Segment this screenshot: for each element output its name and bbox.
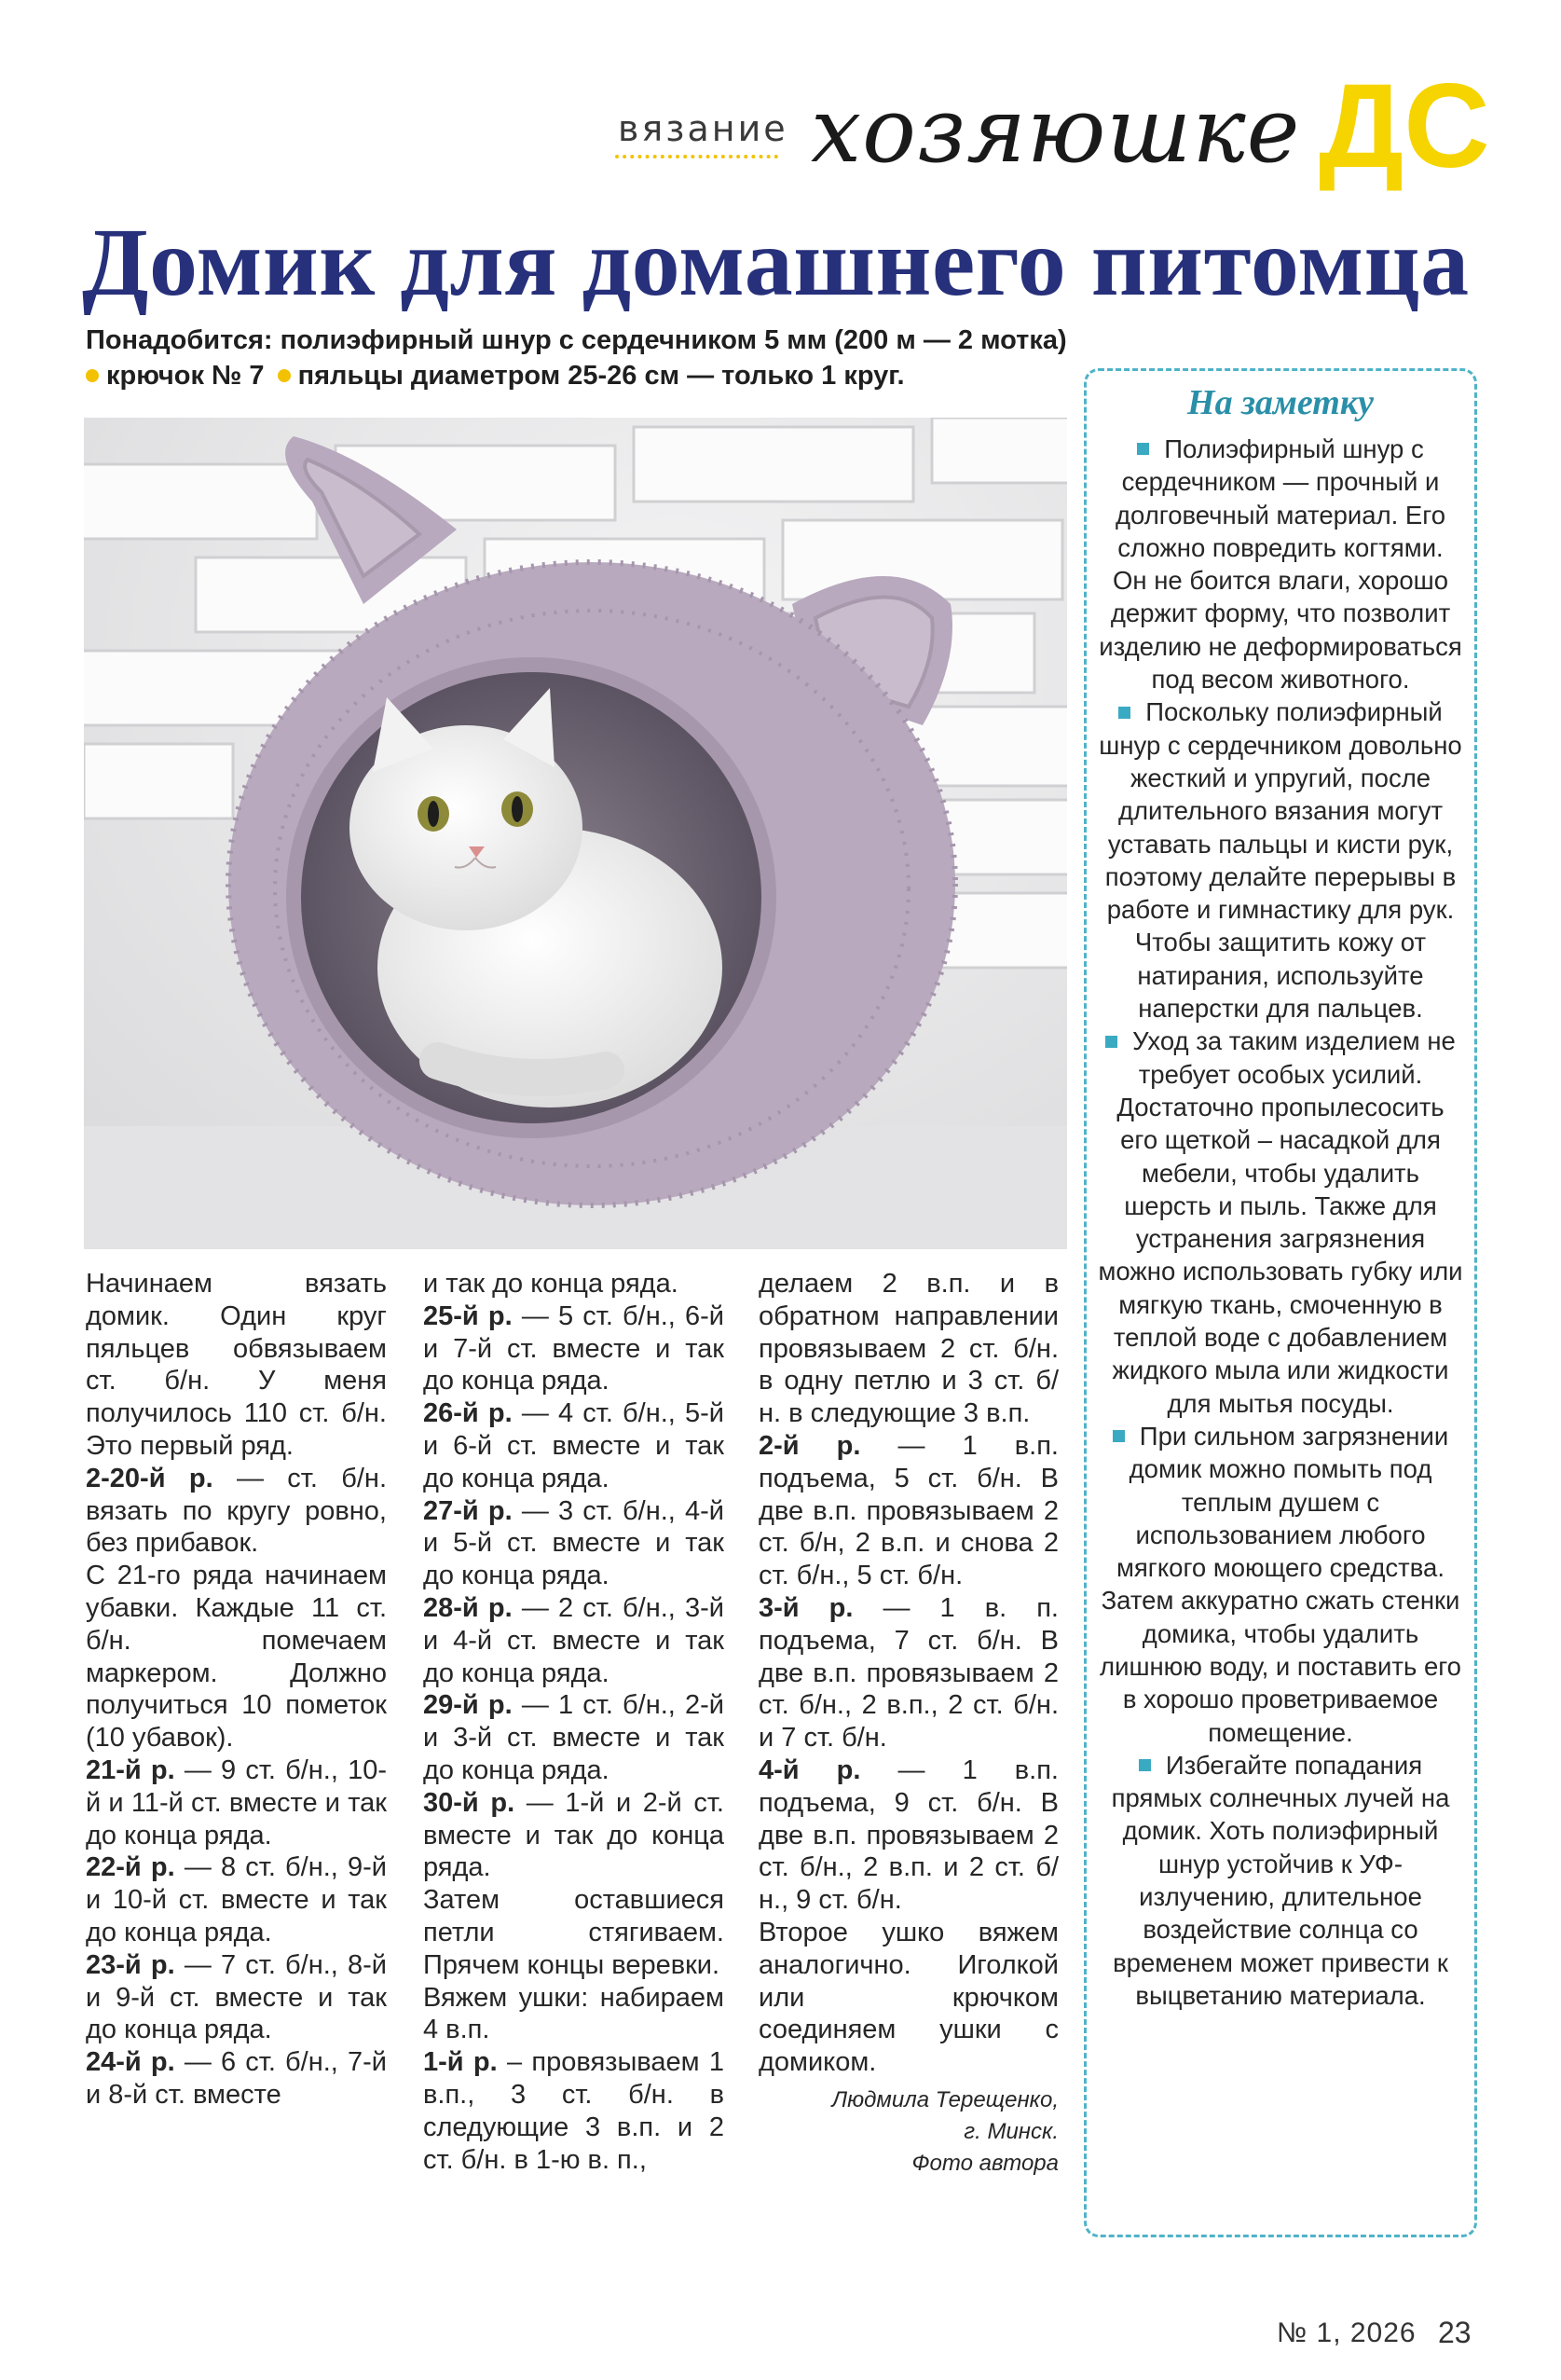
materials-line-2 (86, 358, 1067, 393)
text-column-2 (423, 1268, 724, 2176)
issue-number: № 1, 2026 (1277, 2318, 1417, 2348)
photo-credit: Фото автора (911, 2150, 1059, 2176)
paragraph: Затем оставшиеся петли стягиваем. Прячем концы веревки. (423, 1885, 724, 1980)
paragraph: 27-й р. — 3 ст. б/н., 4-й и 5-й ст. вместе и так до конца ряда. (423, 1495, 724, 1591)
paragraph: 28-й р. — 2 ст. б/н., 3-й и 4-й ст. вместе и так до конца ряда. (423, 1592, 724, 1688)
bullet-icon (86, 369, 99, 382)
note-item: Избегайте попадания прямых солнечных лучей на домик. Хоть полиэфирный шнур устойчив к УФ-излучению, длительное воздействие солнца со временем может привести к выцветанию материала. (1111, 1750, 1450, 2010)
square-bullet-icon (1105, 1036, 1117, 1048)
cat-in-crochet-house-photo (84, 418, 1067, 1249)
paragraph: 21-й р. — 9 ст. б/н., 10-й и 11-й ст. вместе и так до конца ряда. (86, 1754, 387, 1850)
note-item: Уход за таким изделием не требует особых усилий. Достаточно пропылесосить его щеткой – насадкой для мебели, чтобы удалить шерсть и пыль. Также для устранения загрязнения можно использовать губку или мягкую ткань, смоченную в теплой воде с добавлением жидкого мыла или жидкости для мытья посуды. (1098, 1026, 1463, 1418)
text-column-1 (86, 1268, 387, 2112)
magazine-logo: ДС (1319, 60, 1490, 193)
note-text (1098, 433, 1463, 2012)
paragraph: 30-й р. — 1-й и 2-й ст. вместе и так до конца ряда. (423, 1787, 724, 1883)
square-bullet-icon (1139, 1759, 1151, 1771)
text-column-3 (759, 1268, 1059, 2180)
paragraph: 25-й р. — 5 ст. б/н., 6-й и 7-й ст. вместе и так до конца ряда. (423, 1300, 724, 1396)
paragraph: 26-й р. — 4 ст. б/н., 5-й и 6-й ст. вместе и так до конца ряда. (423, 1398, 724, 1493)
paragraph: и так до конца ряда. (423, 1269, 678, 1299)
note-item: Поскольку полиэфирный шнур с сердечником довольно жесткий и упругий, после длительного вязания могут уставать пальцы и кисти рук, поэтому делайте перерывы в работе и гимнастику для рук. Чтобы защитить кожу от натирания, используйте наперстки для пальцев. (1099, 697, 1462, 1024)
materials-list (86, 323, 1067, 393)
paragraph: Второе ушко вяжем аналогично. Иголкой или крючком соединяем ушки с домиком. (759, 1917, 1059, 2078)
paragraph: 29-й р. — 1 ст. б/н., 2-й и 3-й ст. вместе и так до конца ряда. (423, 1690, 724, 1785)
paragraph: 2-20-й р. — ст. б/н. вязать по кругу ровно, без прибавок. (86, 1463, 387, 1559)
rubric-label: вязание (618, 108, 788, 149)
paragraph: 1-й р. – провязываем 1 в.п., 3 ст. б/н. в следующие 3 в.п. и 2 ст. б/н. в 1-ю в. п., (423, 2047, 724, 2175)
paragraph: С 21-го ряда начинаем убавки. Каждые 11 ст. б/н. помечаем маркером. Должно получиться 10 пометок (10 убавок). (86, 1561, 387, 1754)
materials-hoop: пяльцы диаметром 25-26 см — только 1 круг. (297, 361, 905, 391)
note-title: На заметку (1187, 383, 1374, 422)
paragraph: 2-й р. — 1 в.п. подъема, 5 ст. б/н. В две в.п. провязываем 2 ст. б/н, 2 в.п. и снова 2 ст. б/н., 5 ст. б/н. (759, 1430, 1059, 1591)
square-bullet-icon (1137, 443, 1149, 455)
materials-line-1: Понадобится: полиэфирный шнур с сердечником 5 мм (200 м — 2 мотка) (86, 325, 1067, 355)
page-title: Домик для домашнего питомца (82, 209, 1470, 316)
paragraph: 24-й р. — 6 ст. б/н., 7-й и 8-й ст. вместе (86, 2047, 387, 2110)
note-item: Полиэфирный шнур с сердечником — прочный и долговечный материал. Его сложно повредить когтями. Он не боится влаги, хорошо держит форму, что позволит изделию не деформироваться под весом животного. (1099, 434, 1462, 695)
author-city: г. Минск. (964, 2118, 1059, 2144)
paragraph: 22-й р. — 8 ст. б/н., 9-й и 10-й ст. вместе и так до конца ряда. (86, 1852, 387, 1947)
paragraph: 3-й р. — 1 в. п. подъема, 7 ст. б/н. В две в.п. провязываем 2 ст. б/н., 2 в.п., 2 ст. б/н. и 7 ст. б/н. (759, 1592, 1059, 1754)
paragraph: Вяжем ушки: набираем 4 в.п. (423, 1982, 724, 2045)
paragraph: делаем 2 в.п. и в обратном направлении провязываем 2 ст. б/н. в одну петлю и 3 ст. б/н. в следующие 3 в.п. (759, 1269, 1059, 1429)
note-item: При сильном загрязнении домик можно помыть под теплым душем с использованием любого мягкого моющего средства. Затем аккуратно сжать стенки домика, чтобы удалить лишнюю воду, и поставить его в хорошо проветриваемое помещение. (1100, 1421, 1461, 1747)
square-bullet-icon (1118, 707, 1130, 719)
bullet-icon (278, 369, 291, 382)
paragraph: 4-й р. — 1 в.п. подъема, 9 ст. б/н. В две в.п. провязываем 2 ст. б/н., 2 в.п. и 2 ст. б/н., 9 ст. б/н. (759, 1754, 1059, 1916)
cat-house-photo (84, 418, 1067, 1249)
author-signature (759, 2084, 1059, 2180)
paragraph: 23-й р. — 7 ст. б/н., 8-й и 9-й ст. вместе и так до конца ряда. (86, 1949, 387, 2045)
paragraph: Начинаем вязать домик. Один круг пяльцев обвязываем ст. б/н. У меня получилось 110 ст. б/н. Это первый ряд. (86, 1269, 387, 1461)
rubric-underline (615, 155, 778, 158)
rubric-title: хозяюшке (811, 78, 1301, 183)
square-bullet-icon (1113, 1430, 1125, 1442)
page-number: 23 (1438, 2316, 1472, 2349)
materials-hook: крючок № 7 (106, 361, 265, 391)
author-name: Людмила Терещенко, (831, 2086, 1059, 2112)
